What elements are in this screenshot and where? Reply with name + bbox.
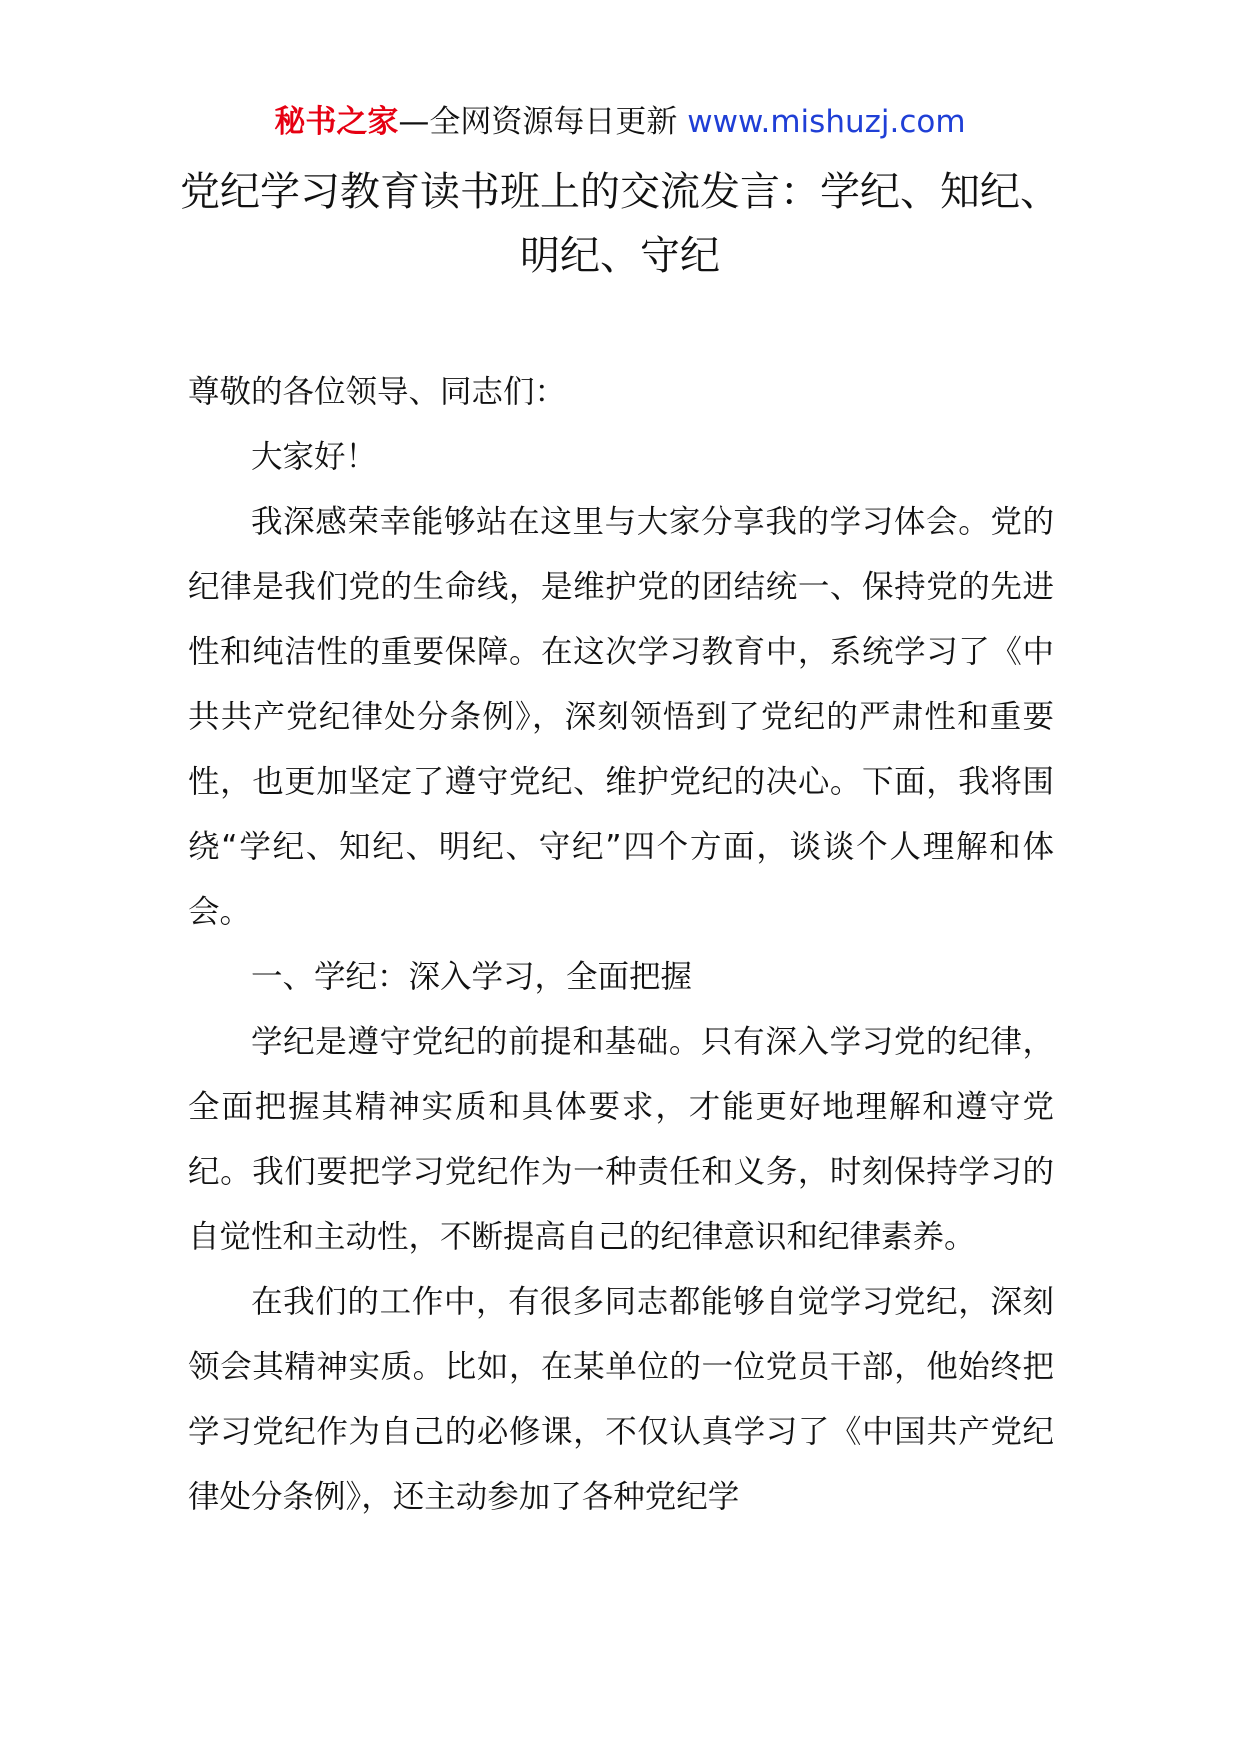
- site-url-link[interactable]: www.mishuzj.com: [687, 104, 966, 140]
- salutation: 尊敬的各位领导、同志们：: [188, 374, 567, 410]
- section-heading: 一、学纪：深入学习，全面把握: [251, 959, 693, 995]
- body-paragraph: 在我们的工作中，有很多同志都能够自觉学习党纪，深刻领会其精神实质。比如，在某单位的一位党员干部，他始终把学习党纪作为自己的必修课，不仅认真学习了《中国共产党纪律处分条例》，还主动参加了各种党纪学: [188, 1284, 1054, 1515]
- greeting: 大家好！: [251, 439, 378, 475]
- site-tagline: —全网资源每日更新: [398, 104, 678, 140]
- body-paragraph: 学纪是遵守党纪的前提和基础。只有深入学习党的纪律，全面把握其精神实质和具体要求，才能更好地理解和遵守党纪。我们要把学习党纪作为一种责任和义务，时刻保持学习的自觉性和主动性，不断提高自己的纪律意识和纪律素养。: [188, 1024, 1054, 1255]
- document-title: 党纪学习教育读书班上的交流发言：学纪、知纪、明纪、守纪: [180, 169, 1060, 279]
- document-body: [188, 360, 1054, 1530]
- body-paragraph: 我深感荣幸能够站在这里与大家分享我的学习体会。党的纪律是我们党的生命线，是维护党的团结统一、保持党的先进性和纯洁性的重要保障。在这次学习教育中，系统学习了《中共共产党纪律处分条例》，深刻领悟到了党纪的严肃性和重要性，也更加坚定了遵守党纪、维护党纪的决心。下面，我将围绕“学纪、知纪、明纪、守纪”四个方面，谈谈个人理解和体会。: [188, 504, 1054, 930]
- site-brand: 秘书之家: [274, 104, 399, 140]
- site-header: [0, 100, 1240, 144]
